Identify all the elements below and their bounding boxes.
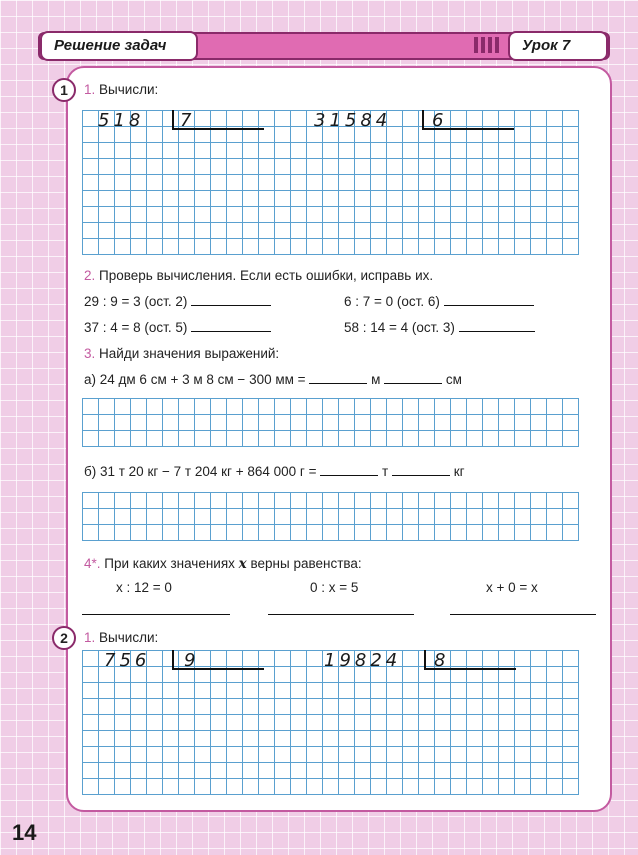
divisor-d: 8 <box>434 650 450 671</box>
check-row-4: 58 : 14 = 4 (ост. 3) <box>344 320 535 335</box>
check-row-1: 29 : 9 = 3 (ост. 2) <box>84 294 271 309</box>
section-1-badge: 1 <box>52 78 76 102</box>
work-grid-3[interactable] <box>82 492 579 541</box>
expression-a: а) 24 дм 6 см + 3 м 8 см − 300 мм = м см <box>84 372 462 387</box>
section-2-badge: 2 <box>52 626 76 650</box>
section-2-task-1-heading: 1. Вычисли: <box>84 630 159 645</box>
work-grid-4[interactable] <box>82 650 579 795</box>
expression-b: б) 31 т 20 кг − 7 т 204 кг + 864 000 г = т кг <box>84 464 465 479</box>
check-row-2: 6 : 7 = 0 (ост. 6) <box>344 294 534 309</box>
work-grid-2[interactable] <box>82 398 579 447</box>
divisor-a: 7 <box>180 110 196 131</box>
equation-1: x : 12 = 0 <box>116 580 172 595</box>
task-4-heading: 4*. При каких значениях x верны равенства: <box>84 556 362 572</box>
check-row-3: 37 : 4 = 8 (ост. 5) <box>84 320 271 335</box>
dividend-b: 31584 <box>314 110 392 131</box>
work-grid-1[interactable] <box>82 110 579 255</box>
answer-line-3[interactable] <box>450 614 596 615</box>
page-number: 14 <box>12 820 37 845</box>
header-stripes <box>474 37 502 53</box>
answer-line-2[interactable] <box>268 614 414 615</box>
lesson-label: Урок 7 <box>508 31 608 61</box>
dividend-d: 19824 <box>324 650 402 671</box>
task-1-heading: 1. Вычисли: <box>84 82 159 97</box>
equation-3: x + 0 = x <box>486 580 538 595</box>
divisor-c: 9 <box>184 650 200 671</box>
task-3-heading: 3. Найди значения выражений: <box>84 346 280 361</box>
divisor-b: 6 <box>432 110 448 131</box>
dividend-c: 756 <box>104 650 151 671</box>
dividend-a: 518 <box>98 110 145 131</box>
equation-2: 0 : x = 5 <box>310 580 359 595</box>
task-2-heading: 2. Проверь вычисления. Если есть ошибки, исправь их. <box>84 268 434 283</box>
topic-label: Решение задач <box>40 31 198 61</box>
answer-line-1[interactable] <box>82 614 230 615</box>
